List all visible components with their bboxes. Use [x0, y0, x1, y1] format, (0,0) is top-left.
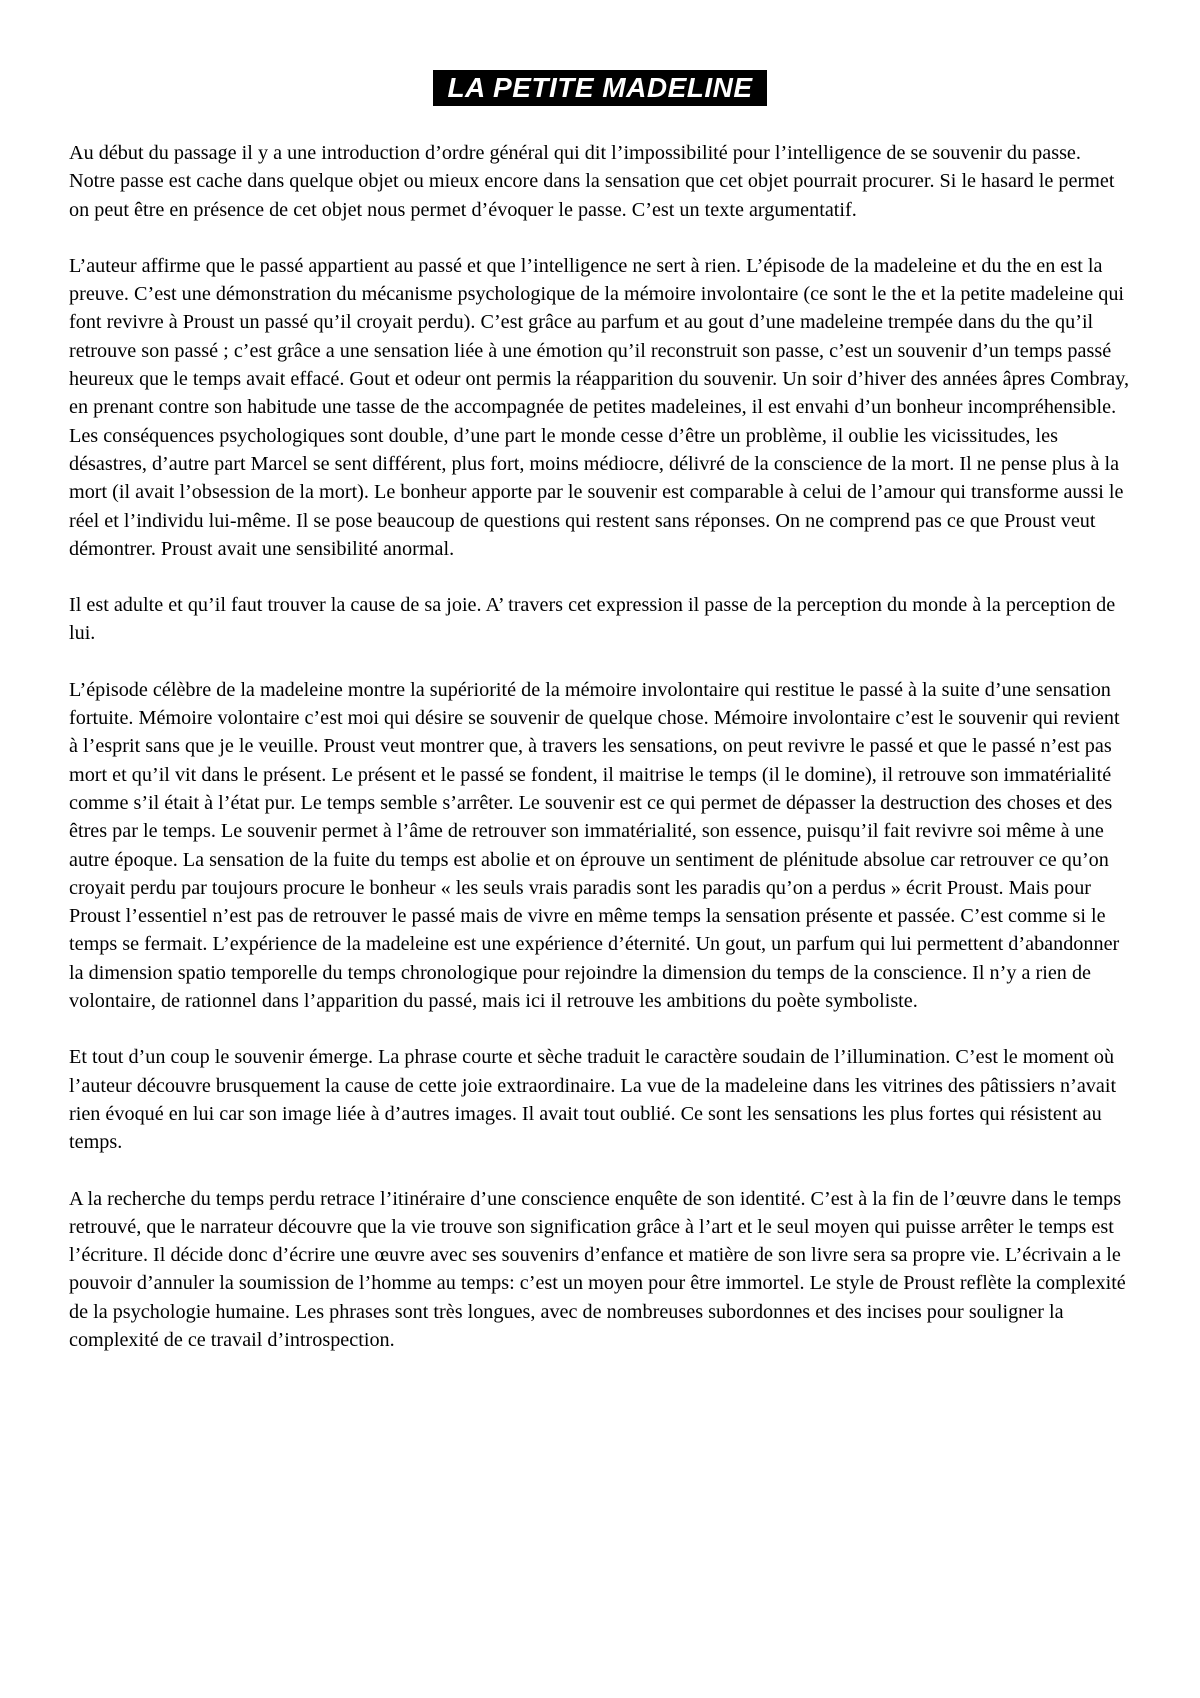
document-title: LA PETITE MADELINE: [433, 70, 766, 106]
paragraph-memory-mechanism: L’auteur affirme que le passé appartient au passé et que l’intelligence ne sert à rien. L’épisode de la madeleine et du the en est la preuve. C’est une démonstration du mécanisme psychologique de la mémoire involontaire (ce sont le the et la petite madeleine qui font revivre à Proust un passé qu’il croyait perdu). C’est grâce au parfum et au gout d’une madeleine trempée dans du the qu’il retrouve son passé ; c’est grâce a une sensation liée à une émotion qu’il reconstruit son passe, c’est un souvenir d’un temps passé heureux que le temps avait effacé. Gout et odeur ont permis la réapparition du souvenir. Un soir d’hiver des années âpres Combray, en prenant contre son habitude une tasse de the accompagnée de petites madeleines, il est envahi d’un bonheur incompréhensible. Les conséquences psychologiques sont double, d’une part le monde cesse d’être un problème, il oublie les vicissitudes, les désastres, d’autre part Marcel se sent différent, plus fort, moins médiocre, délivré de la conscience de la mort. Il ne pense plus à la mort (il avait l’obsession de la mort). Le bonheur apporte par le souvenir est comparable à celui de l’amour qui transforme aussi le réel et l’individu lui-même. Il se pose beaucoup de questions qui restent sans réponses. On ne comprend pas ce que Proust veut démontrer. Proust avait une sensibilité anormal.: [69, 254, 1130, 560]
paragraph-introduction: Au début du passage il y a une introduction d’ordre général qui dit l’impossibilité pour l’intelligence de se souvenir du passe. Notre passe est cache dans quelque objet ou mieux encore dans la sensation que cet objet pourrait procurer. Si le hasard le permet on peut être en présence de cet objet nous permet d’évoquer le passe. C’est un texte argumentatif.: [69, 142, 1115, 221]
document-body: [69, 139, 1131, 1382]
paragraph-recherche-conclusion: A la recherche du temps perdu retrace l’itinéraire d’une conscience enquête de son identité. C’est à la fin de l’œuvre dans le temps retrouvé, que le narrateur découvre que la vie trouve son signification grâce à l’art et le seul moyen qui puisse arrêter le temps est l’écriture. Il décide donc d’écrire une œuvre avec ses souvenirs d’enfance et matière de son livre sera sa propre vie. L’écrivain a le pouvoir d’annuler la soumission de l’homme au temps: c’est un moyen pour être immortel. Le style de Proust reflète la complexité de la psychologie humaine. Les phrases sont très longues, avec de nombreuses subordonnes et des incises pour souligner la complexité de ce travail d’introspection.: [69, 1187, 1126, 1351]
paragraph-involuntary-memory: L’épisode célèbre de la madeleine montre la supériorité de la mémoire involontaire qui restitue le passé à la suite d’une sensation fortuite. Mémoire volontaire c’est moi qui désire se souvenir de quelque chose. Mémoire involontaire c’est le souvenir qui revient à l’esprit sans que je le veuille. Proust veut montrer que, à travers les sensations, on peut revivre le passé et que le passé n’est pas mort et qu’il vit dans le présent. Le présent et le passé se fondent, il maitrise le temps (il le domine), il retrouve son immatérialité comme s’il était à l’état pur. Le temps semble s’arrêter. Le souvenir est ce qui permet de dépasser la destruction des choses et des êtres par le temps. Le souvenir permet à l’âme de retrouver son immatérialité, son essence, puisqu’il fait revivre soi même à une autre époque. La sensation de la fuite du temps est abolie et on éprouve un sentiment de plénitude absolue car retrouver ce qu’on croyait perdu par toujours procure le bonheur « les seuls vrais paradis sont les paradis qu’on a perdus » écrit Proust. Mais pour Proust l’essentiel n’est pas de retrouver le passé mais de vivre en même temps la sensation présente et passée. C’est comme si le temps se fermait. L’expérience de la madeleine est une expérience d’éternité. Un gout, un parfum qui lui permettent d’abandonner la dimension spatio temporelle du temps chronologique pour rejoindre la dimension du temps de la conscience. Il n’y a rien de volontaire, de rationnel dans l’apparition du passé, mais ici il retrouve les ambitions du poète symboliste.: [69, 678, 1120, 1013]
paragraph-souvenir-emerge: Et tout d’un coup le souvenir émerge. La phrase courte et sèche traduit le caractère soudain de l’illumination. C’est le moment où l’auteur découvre brusquement la cause de cette joie extraordinaire. La vue de la madeleine dans les vitrines des pâtissiers n’avait rien évoqué en lui car son image liée à d’autres images. Il avait tout oublié. Ce sont les sensations les plus fortes qui résistent au temps.: [69, 1046, 1117, 1154]
paragraph-adult-joie: Il est adulte et qu’il faut trouver la cause de sa joie. A’ travers cet expression il passe de la perception du monde à la perception de lui.: [69, 594, 1116, 645]
title-container: [0, 70, 1200, 106]
